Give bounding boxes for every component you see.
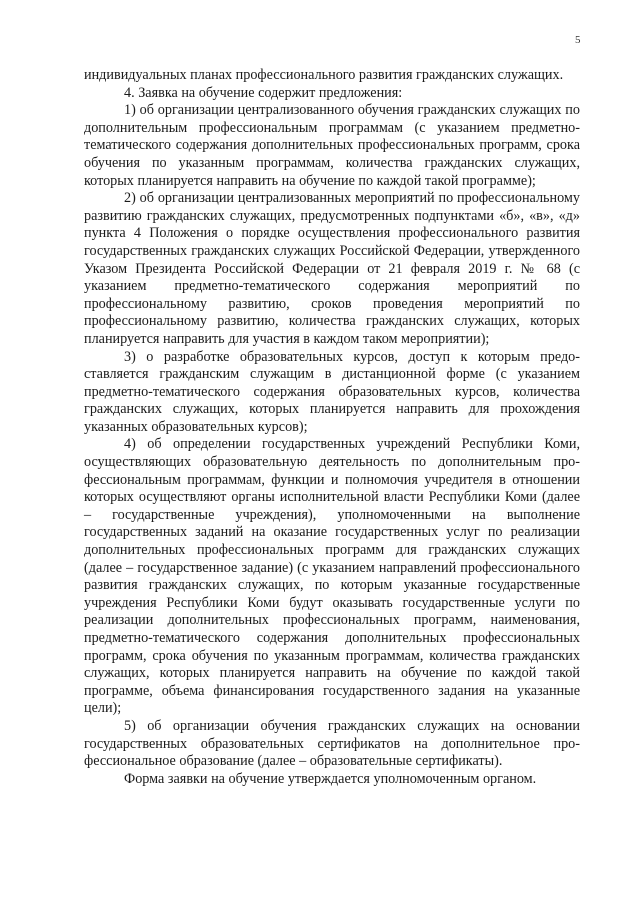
paragraph-item-3: 3) о разработке образовательных курсов, доступ к которым предоставляется гражданским служащим в дистанционной форме (с указанием предметно-тематического содержания образовательных курсов, количества гражданских служащих, которых планируется направить для прохождения указанных образовательных курсов); [84,348,580,435]
paragraph-form-statement: Форма заявки на обучение утверждается уполномоченным органом. [124,770,537,787]
paragraph-section-4-heading: 4. Заявка на обучение содержит предложения: [124,84,403,101]
document-body [84,67,580,788]
paragraph-item-5: 5) об организации обучения гражданских служащих на основании государственных образовательных сертификатов на дополнительное профессиональное образование (далее – образовательные сертификаты). [84,717,580,770]
paragraph-item-2: 2) об организации централизованных мероприятий по профессиональному развитию гражданских служащих, предусмотренных подпунктами «б», «в», «д» пункта 4 Положения о порядке осуществления профессионального развития государственных гражданских служащих Российской Федерации, утвержденного Указом Президента Российской Федерации от 21 февраля 2019 г. № 68 (с указанием предметно-тематического содержания мероприятий по профессиональному развитию, сроков проведения мероприятий по профессиональному развитию, количества гражданских служащих, которых планируется направить для участия в каждом таком мероприятии); [84,190,580,347]
page-number: 5 [575,34,581,46]
paragraph-item-4: 4) об определении государственных учреждений Республики Коми, осуществляющих образовательную деятельность по дополнительным профессиональным программам, функции и полномочия учредителя в отношении которых осуществляют органы исполнительной власти Республики Коми (далее – государственные учреждения), уполномоченными на выполнение государственных заданий на оказание государственных услуг по реализации дополнительных профессиональных программ для гражданских служащих (далее – государственное задание) (с указанием направлений профессионального развития гражданских служащих, по которым указанные государственные учреждения Республики Коми будут оказывать государственные услуги по реализации дополнительных профессиональных программ, наименования, предметно-тематического содержания дополнительных профессиональных программ, срока обучения по указанным программам, количества гражданских служащих, которых планируется направить на обучение по каждой такой программе, объема финансирования государственного задания на указанные цели); [84,436,580,717]
paragraph-continuation: индивидуальных планах профессионального развития гражданских служащих. [84,67,564,83]
paragraph-item-1: 1) об организации централизованного обучения гражданских служащих по дополнительным профессиональным программам (с указанием предметно-тематического содержания дополнительных профессиональных программ, срока обучения по указанным программам, количества гражданских служащих, которых планируется направить на обучение по каждой такой программе); [84,102,580,189]
